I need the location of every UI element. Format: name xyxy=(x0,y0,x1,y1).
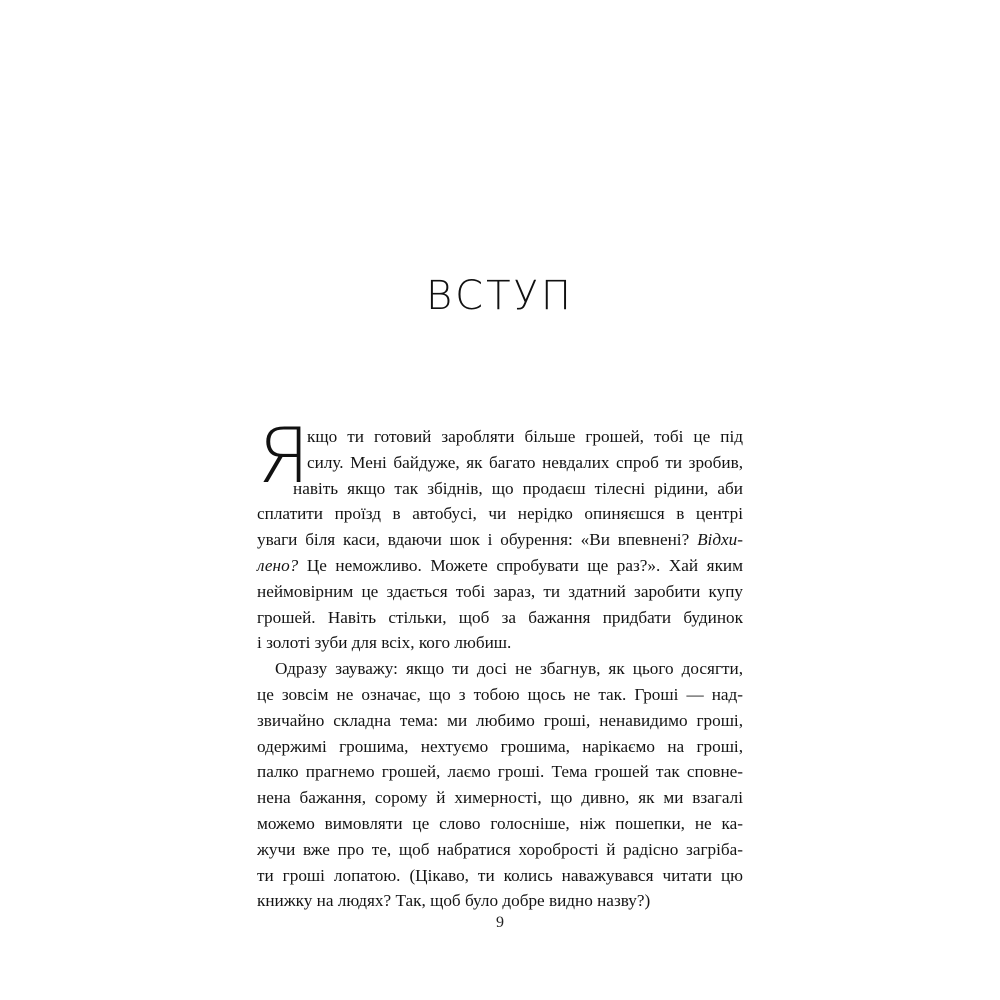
text-line: силу. Мені байдуже, як багато невдалих спроб ти зробив, xyxy=(307,452,743,472)
text-line: уваги біля каси, вдаючи шок і обурення: «Ви впевнені? Відхи- xyxy=(257,530,743,550)
text-line: можемо вимовляти це слово голосніше, ніж пошепки, не ка- xyxy=(257,813,743,833)
text-line: Одразу зауважу: якщо ти досі не збагнув, як цього досягти, xyxy=(275,659,743,679)
text-line: книжку на людях? Так, щоб було добре видно назву?) xyxy=(257,891,651,911)
body-text xyxy=(257,411,743,914)
italic-segment: Відхи xyxy=(697,530,738,550)
text-line: грошей. Навіть стільки, щоб за бажання придбати будинок xyxy=(257,607,743,627)
text-segment: Це неможливо. Можете спробувати ще раз?». Хай яким xyxy=(298,555,743,575)
text-line: жучи вже про те, щоб набратися хоробрості й радісно загріба- xyxy=(257,839,743,859)
text-line: нена бажання, сорому й химерності, що дивно, як ми взагалі xyxy=(257,788,743,808)
text-line: кщо ти готовий заробляти більше грошей, тобі це під xyxy=(307,427,743,446)
text-line: сплатити проїзд в автобусі, чи нерідко опиняєшся в центрі xyxy=(257,504,743,524)
text-line: це зовсім не означає, що з тобою щось не так. Гроші — над- xyxy=(257,684,743,704)
text-line: ти гроші лопатою. (Цікаво, ти колись наважувався читати цю xyxy=(257,865,743,885)
text-line: одержимі грошима, нехтуємо грошима, нарікаємо на гроші, xyxy=(257,736,743,756)
text-line: звичайно складна тема: ми любимо гроші, ненавидимо гроші, xyxy=(257,710,743,730)
text-line: неймовірним це здається тобі зараз, ти здатний заробити купу xyxy=(257,581,743,601)
text-segment: уваги біля каси, вдаючи шок і обурення: «Ви впевнені? xyxy=(257,530,690,550)
chapter-title: ВСТУП xyxy=(425,273,574,319)
text-line: палко прагнемо грошей, лаємо гроші. Тема грошей так сповне- xyxy=(257,762,743,782)
italic-segment: лено? xyxy=(257,555,299,575)
text-line xyxy=(257,553,743,579)
page-number: 9 xyxy=(496,914,504,931)
text-line: навіть якщо так збіднів, що продаєш тілесні рідини, аби xyxy=(293,478,743,498)
drop-cap: Я xyxy=(257,411,310,500)
text-line: і золоті зуби для всіх, кого любиш. xyxy=(257,633,512,653)
